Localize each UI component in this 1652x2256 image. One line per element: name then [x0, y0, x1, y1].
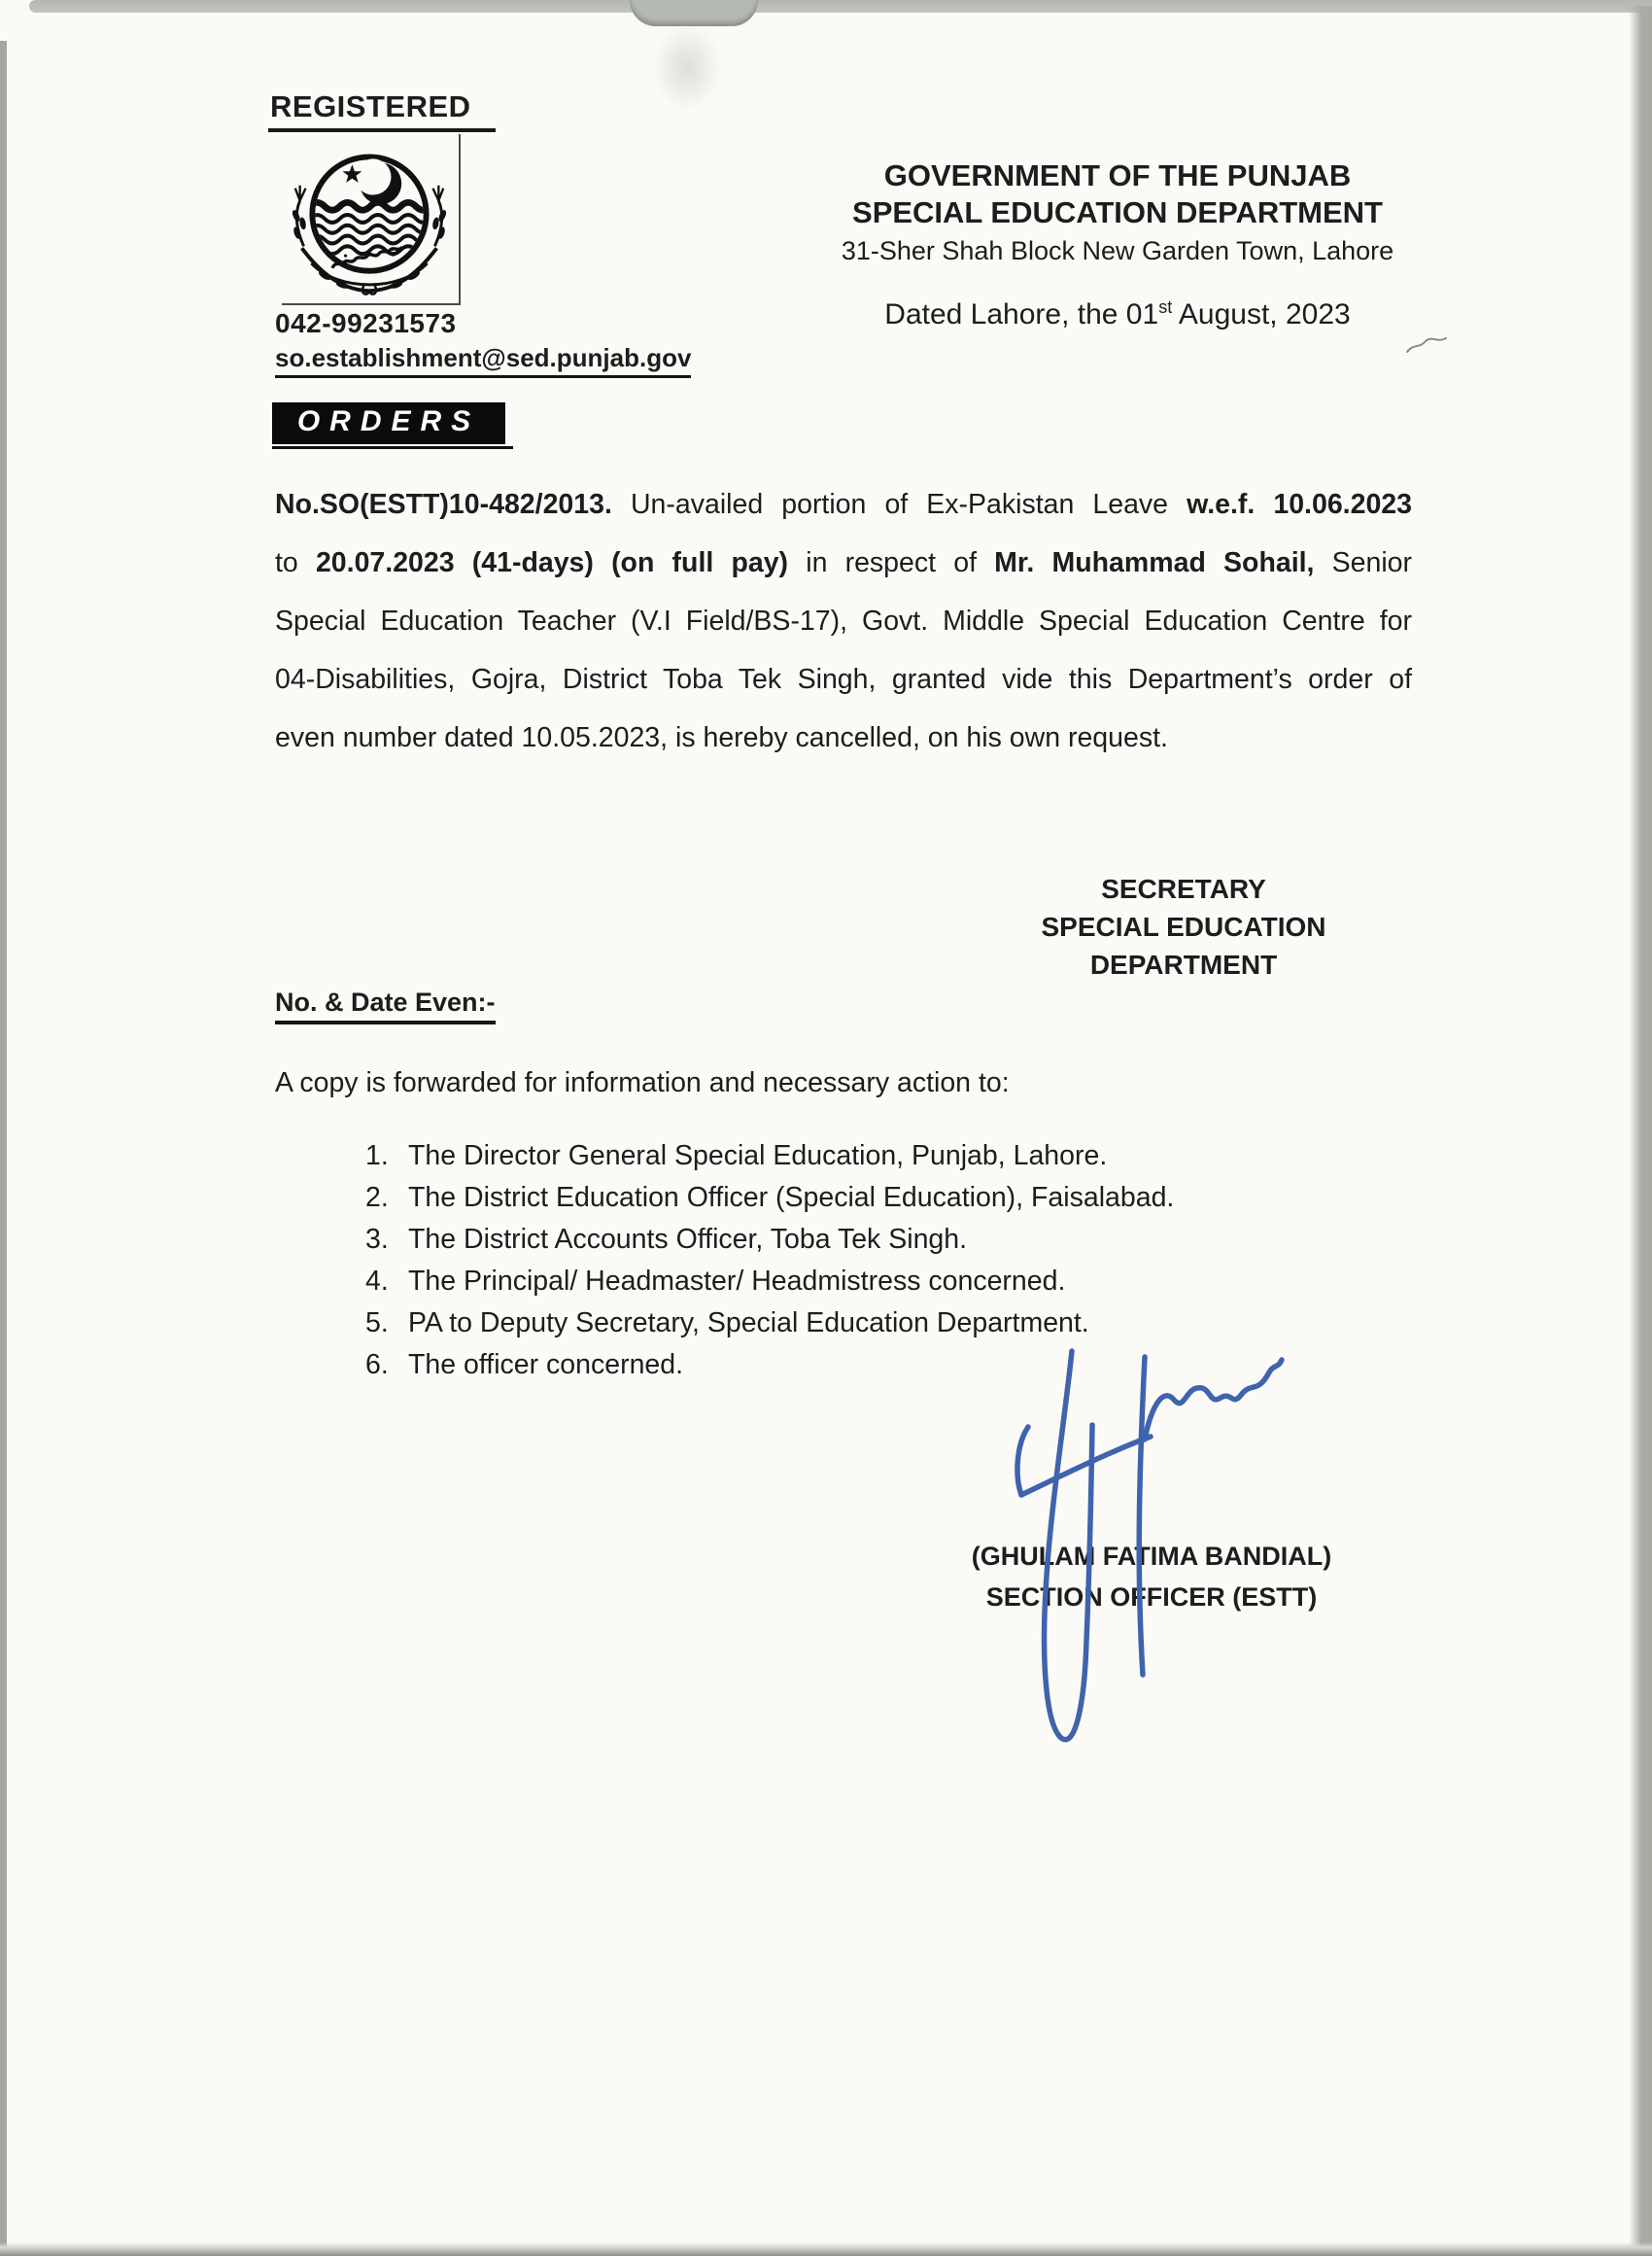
distribution-item [365, 1177, 1337, 1219]
distribution-item [365, 1344, 1337, 1386]
date-line [758, 297, 1477, 331]
crescent-star-icon [343, 158, 402, 204]
river-waves [309, 202, 430, 254]
order-line [275, 592, 1412, 650]
wheat-ear-right [432, 186, 447, 247]
distribution-item [365, 1219, 1337, 1261]
distribution-item-text: The Director General Special Education, Punjab, Lahore. [408, 1140, 1108, 1171]
distribution-item-text: The District Accounts Officer, Toba Tek Singh. [408, 1224, 968, 1255]
wheat-ear-left [292, 186, 306, 247]
forward-line: A copy is forwarded for information and necessary action to: [275, 1067, 1010, 1098]
distribution-item-text: The officer concerned. [408, 1349, 684, 1380]
scan-edge-top [29, 0, 1652, 13]
orders-heading: ORDERS [272, 402, 505, 444]
phone-number: 042-99231573 [275, 308, 457, 338]
signature-block [933, 1536, 1370, 1617]
department-address: 31-Sher Shah Block New Garden Town, Lahore [841, 236, 1394, 265]
order-text: 04-Disabilities, Gojra, District Toba Tek Singh, granted vide this Department’s order of [275, 664, 1412, 695]
orders-underline [272, 446, 513, 449]
date-suffix: August, 2023 [1172, 298, 1351, 330]
signatory-block [994, 870, 1373, 984]
scan-notch [630, 0, 758, 26]
distribution-item-number: 3. [365, 1224, 389, 1255]
no-date-even-label: No. & Date Even:- [275, 988, 496, 1024]
order-text: even number dated 10.05.2023, is hereby cancelled, on his own request. [275, 722, 1168, 753]
signatory-line: SECRETARY [1101, 874, 1266, 904]
order-text-bold: Mr. Muhammad Sohail, [994, 547, 1315, 578]
order-text: in respect of [788, 547, 995, 578]
distribution-item-number: 5. [365, 1307, 389, 1338]
pen-mark [1405, 336, 1448, 356]
distribution-list [365, 1135, 1337, 1386]
distribution-item-number: 2. [365, 1182, 389, 1213]
order-text: Special Education Teacher (V.I Field/BS-17), Govt. Middle Special Education Centre for [275, 606, 1412, 637]
order-text: Un-availed portion of Ex-Pakistan Leave [611, 489, 1187, 520]
letterhead [758, 157, 1477, 267]
distribution-item [365, 1302, 1337, 1344]
government-title: GOVERNMENT OF THE PUNJAB [883, 158, 1352, 192]
order-text: to [275, 547, 316, 578]
order-line [275, 709, 1412, 767]
distribution-item-number: 1. [365, 1140, 389, 1171]
punjab-government-emblem [282, 134, 457, 301]
email-address: so.establishment@sed.punjab.gov [275, 343, 691, 378]
signatory-name: (GHULAM FATIMA BANDIAL) [971, 1542, 1332, 1571]
distribution-item-text: PA to Deputy Secretary, Special Education Department. [408, 1307, 1089, 1338]
date-ordinal: st [1158, 297, 1173, 317]
emblem-box [282, 134, 461, 305]
distribution-item-text: The Principal/ Headmaster/ Headmistress concerned. [408, 1266, 1066, 1297]
scan-edge-bottom [0, 2242, 1652, 2256]
order-line [275, 475, 1412, 534]
date-prefix: Dated Lahore, the 01 [884, 298, 1159, 330]
order-paragraph [275, 475, 1412, 767]
order-text-bold: w.e.f. 10.06.2023 [1187, 489, 1412, 520]
scan-edge-right [1629, 6, 1652, 2256]
order-text-bold: No.SO(ESTT)10-482/2013. [275, 489, 612, 520]
registered-label: REGISTERED [270, 89, 471, 123]
order-text-bold: 20.07.2023 (41-days) (on full pay) [315, 547, 789, 578]
order-text: Senior [1314, 547, 1413, 578]
distribution-item [365, 1135, 1337, 1177]
scan-edge-left [0, 41, 7, 2256]
scan-smudge [653, 23, 721, 111]
signatory-line: SPECIAL EDUCATION [1041, 912, 1326, 942]
distribution-item-number: 4. [365, 1266, 389, 1297]
order-line [275, 650, 1412, 709]
distribution-item-number: 6. [365, 1349, 389, 1380]
distribution-item [365, 1261, 1337, 1302]
registered-underline [268, 128, 496, 132]
department-title: SPECIAL EDUCATION DEPARTMENT [852, 195, 1383, 229]
distribution-item-text: The District Education Officer (Special Education), Faisalabad. [408, 1182, 1175, 1213]
signatory-line: DEPARTMENT [1089, 950, 1278, 980]
signatory-title: SECTION OFFICER (ESTT) [985, 1582, 1318, 1612]
order-line [275, 534, 1412, 592]
